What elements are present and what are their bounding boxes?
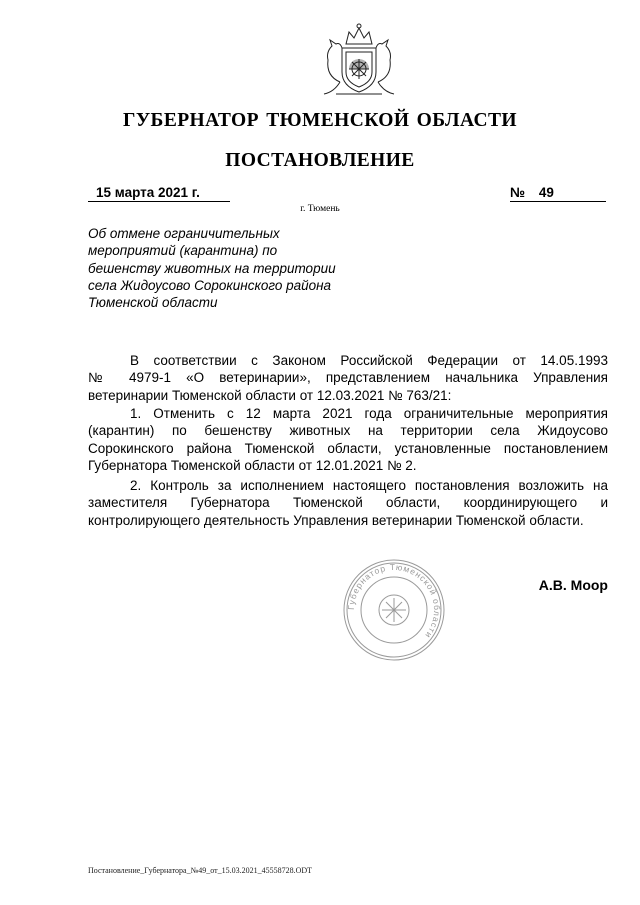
document-subject — [88, 225, 373, 311]
subject-line: села Жидоусово Сорокинского района — [88, 277, 332, 293]
document-type-title: ПОСТАНОВЛЕНИЕ — [225, 150, 415, 171]
subject-line: Тюменской области — [88, 295, 218, 311]
paragraph-line: заместителя Губернатора Тюменской области, координирующего и — [88, 495, 608, 511]
subject-line: бешенству животных на территории — [88, 260, 336, 276]
number-sign: № — [510, 185, 526, 200]
paragraph-line: Губернатора Тюменской области от 12.01.2021 № 2. — [88, 457, 417, 473]
paragraph-line: ветеринарии Тюменской области от 12.03.2021 № 763/21: — [88, 387, 452, 403]
paragraph-line: 2. Контроль за исполнением настоящего постановления возложить на — [130, 478, 608, 493]
paragraph-line: № 4979-1 «О ветеринарии», представлением начальника Управления — [88, 370, 608, 386]
paragraph-line: В соответствии с Законом Российской Федерации от 14.05.1993 — [130, 353, 608, 368]
clause-2-paragraph — [88, 477, 608, 529]
document-city: г. Тюмень — [300, 204, 340, 214]
clause-1-paragraph — [88, 405, 608, 474]
coat-of-arms-icon — [316, 22, 402, 100]
paragraph-line: Сорокинского района Тюменской области, установленные постановлением — [88, 440, 608, 456]
authority-title: ГУБЕРНАТОР ТЮМЕНСКОЙ ОБЛАСТИ — [123, 110, 517, 131]
preamble-paragraph — [88, 352, 608, 404]
official-seal-icon — [342, 558, 446, 662]
subject-line: Об отмене ограничительных — [88, 226, 280, 241]
document-number-field — [510, 185, 606, 202]
paragraph-line: (карантин) по бешенству животных на территории села Жидоусово — [88, 423, 608, 439]
footer-filename: Постановление_Губернатора_№49_от_15.03.2021_45558728.ODT — [88, 866, 313, 875]
document-number: 49 — [538, 185, 554, 200]
signer-name: А.В. Моор — [538, 577, 608, 593]
seal-text: Губернатор Тюменской области — [345, 561, 443, 641]
document-date: 15 марта 2021 г. — [88, 185, 230, 202]
paragraph-line: 1. Отменить с 12 марта 2021 года ограничительные мероприятия — [130, 406, 608, 421]
subject-line: мероприятий (карантина) по — [88, 243, 278, 259]
paragraph-line: контролирующего деятельность Управления ветеринарии Тюменской области. — [88, 512, 584, 528]
